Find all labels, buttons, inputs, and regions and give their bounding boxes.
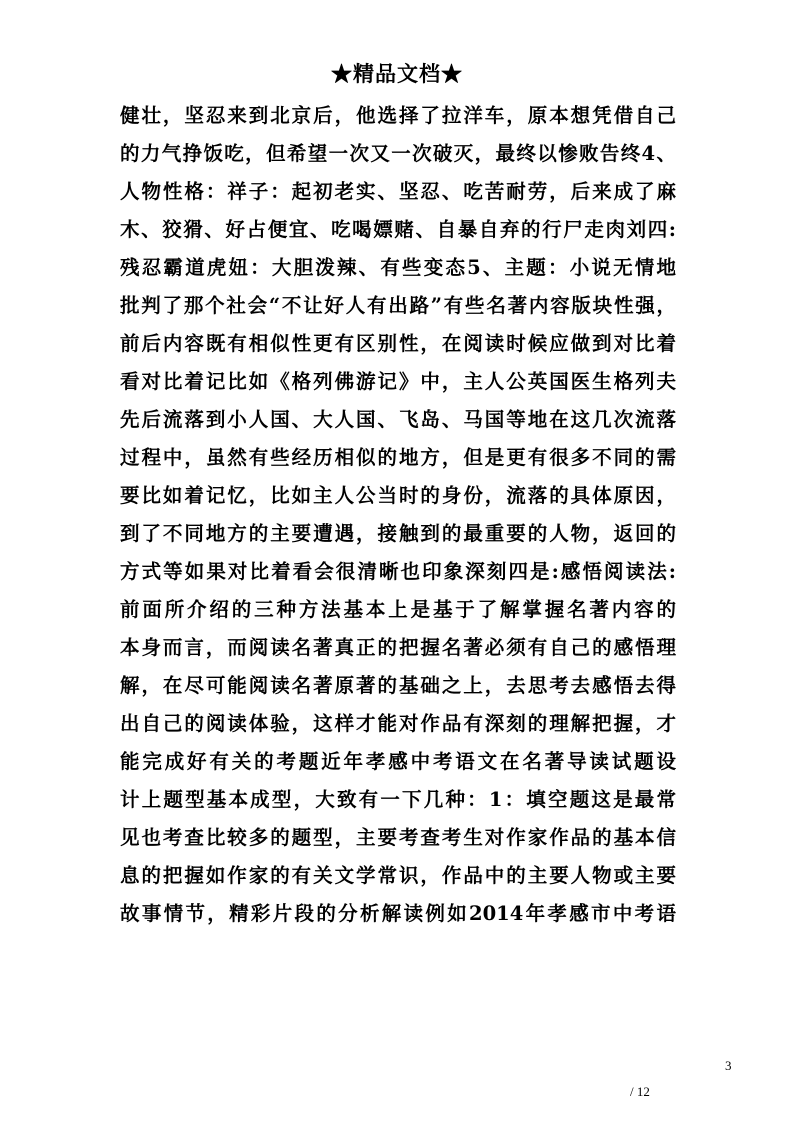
body-text [120, 97, 676, 933]
text-line: 到了不同地方的主要遭遇，接触到的最重要的人物，返回的 [120, 522, 676, 545]
text-line: 残忍霸道虎妞：大胆泼辣、有些变态5、主题：小说无情地 [120, 256, 676, 279]
text-line: 的力气挣饭吃，但希望一次又一次破灭，最终以惨败告终4、 [120, 142, 676, 165]
text-line: 先后流落到小人国、大人国、飞岛、马国等地在这几次流落 [120, 408, 676, 431]
page-total: / 12 [630, 1084, 650, 1099]
text-line: 故事情节，精彩片段的分析解读例如2014年孝感市中考语 [120, 902, 676, 925]
text-line: 息的把握如作家的有关文学常识，作品中的主要人物或主要 [120, 864, 676, 887]
text-line: 前后内容既有相似性更有区别性，在阅读时候应做到对比着 [120, 332, 676, 355]
page-number: 3 [725, 1058, 732, 1073]
text-line: 人物性格：祥子：起初老实、坚忍、吃苦耐劳，后来成了麻 [120, 180, 676, 203]
text-line: 计上题型基本成型，大致有一下几种：1：填空题这是最常 [120, 788, 676, 811]
text-line: 本身而言，而阅读名著真正的把握名著必须有自己的感悟理 [120, 636, 676, 659]
text-line: 方式等如果对比着看会很清晰也印象深刻四是:感悟阅读法: [120, 560, 676, 583]
text-line: 能完成好有关的考题近年孝感中考语文在名著导读试题设 [120, 750, 676, 773]
document-header: ★精品文档★ [331, 61, 463, 86]
text-line: 看对比着记比如《格列佛游记》中，主人公英国医生格列夫 [120, 370, 676, 393]
text-line: 木、狡猾、好占便宜、吃喝嫖赌、自暴自弃的行尸走肉刘四: [120, 218, 676, 241]
text-line: 出自己的阅读体验，这样才能对作品有深刻的理解把握，才 [120, 712, 676, 735]
text-line: 批判了那个社会“不让好人有出路”有些名著内容版块性强， [120, 294, 676, 317]
text-line: 前面所介绍的三种方法基本上是基于了解掌握名著内容的 [120, 598, 676, 621]
text-line: 健壮，坚忍来到北京后，他选择了拉洋车，原本想凭借自己 [120, 104, 676, 127]
text-line: 解，在尽可能阅读名著原著的基础之上，去思考去感悟去得 [120, 674, 676, 697]
text-line: 过程中，虽然有些经历相似的地方，但是更有很多不同的需 [120, 446, 676, 469]
text-line: 见也考查比较多的题型，主要考查考生对作家作品的基本信 [120, 826, 676, 849]
text-line: 要比如着记忆，比如主人公当时的身份，流落的具体原因， [120, 484, 676, 507]
